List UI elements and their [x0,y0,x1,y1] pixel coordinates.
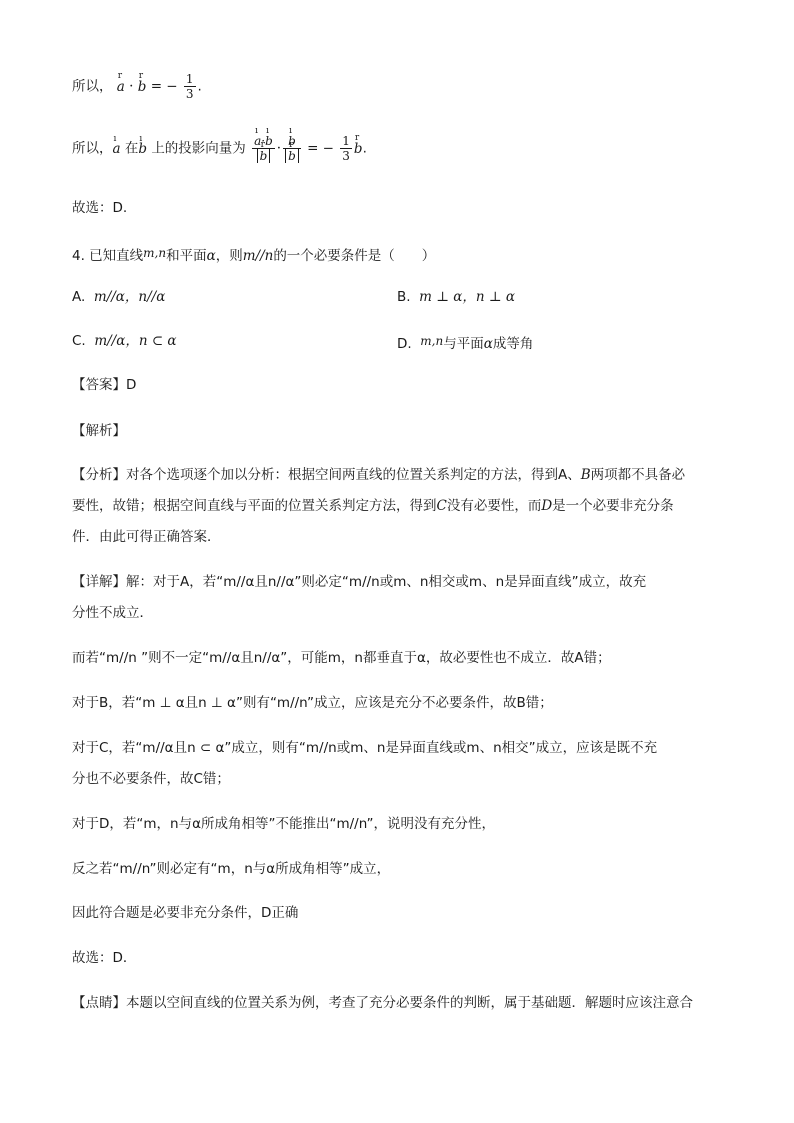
vector-b: ı b [138,139,147,159]
choice-line: 故选：D. [72,200,128,216]
option-c: C. m//α，n ⊂ α [72,333,177,349]
result-line-2: 所以，ı a 在ı b 上的投影向量为 ı a·ı b r b · ı b r b = − $\frac{1}{3}$ r b. [72,134,367,163]
vector-a: r a [117,77,125,97]
detail-line-8: 反之若“m//n”则必定有“m，n与α所成角相等”成立， [72,861,391,877]
option-a: A. m//α，n//α [72,289,166,305]
detail-line-5: 对于C，若“m//α且n ⊂ α”成立，则有“m//n或m、n是异面直线或m、n相交”成立，应该是既不充 [72,740,658,756]
option-d: D. m,n与平面α成等角 [397,334,534,352]
projection-fraction: ı a·ı b r b [252,134,275,163]
fenxi-line-2: 要性，故错；根据空间直线与平面的位置关系判定方法，得到C没有必要性，而D是一个必要非充分条 [72,498,674,514]
analysis-tag: 【解析】 [72,423,126,439]
result-line-1: 所以， r a · r b = − $\frac{1}{3}$ . [72,72,202,101]
fenxi-line-3: 件．由此可得正确答案． [72,529,221,545]
fraction: $\frac{1}{3}$ [185,72,194,101]
text: 所以， [72,140,113,157]
vector-a: ı a [113,139,121,159]
equals: = − [150,78,178,95]
vector-b: r b [138,77,147,97]
fraction: $\frac{1}{3}$ [342,134,350,163]
fenxi-line-1: 【分析】对各个选项逐个加以分析：根据空间两直线的位置关系判定的方法，得到A、B两项都不具备必 [72,467,686,483]
detail-line-7: 对于D，若“m，n与α所成角相等”不能推出“m//n”，说明没有充分性， [72,816,496,832]
detail-line-4: 对于B，若“m ⊥ α且n ⊥ α”则有“m//n”成立，应该是充分不必要条件，故B错； [72,695,553,711]
answer: 【答案】D [72,377,137,393]
detail-line-6: 分也不必要条件，故C错； [72,771,230,787]
detail-line-2: 分性不成立． [72,605,153,621]
text: 所以， [72,78,113,95]
option-b: B. m ⊥ α，n ⊥ α [397,289,515,305]
detail-line-10: 故选：D． [72,950,137,966]
detail-line-1: 【详解】解：对于A，若“m//α且n//α”则必定“m//n或m、n相交或m、n是异面直线”成立，故充 [72,574,647,590]
detail-line-9: 因此符合题是必要非充分条件，D正确 [72,905,299,921]
unit-vector-fraction: ı b r b [283,134,301,163]
detail-line-3: 而若“m//n ”则不一定“m//α且n//α”，可能m，n都垂直于α，故必要性也不成立．故A错； [72,650,611,666]
question-4: 4. 已知直线m,n和平面α，则m//n的一个必要条件是（ ） [72,246,436,264]
comment-line: 【点睛】本题以空间直线的位置关系为例，考查了充分必要条件的判断，属于基础题．解题时应该注意合 [72,995,693,1011]
